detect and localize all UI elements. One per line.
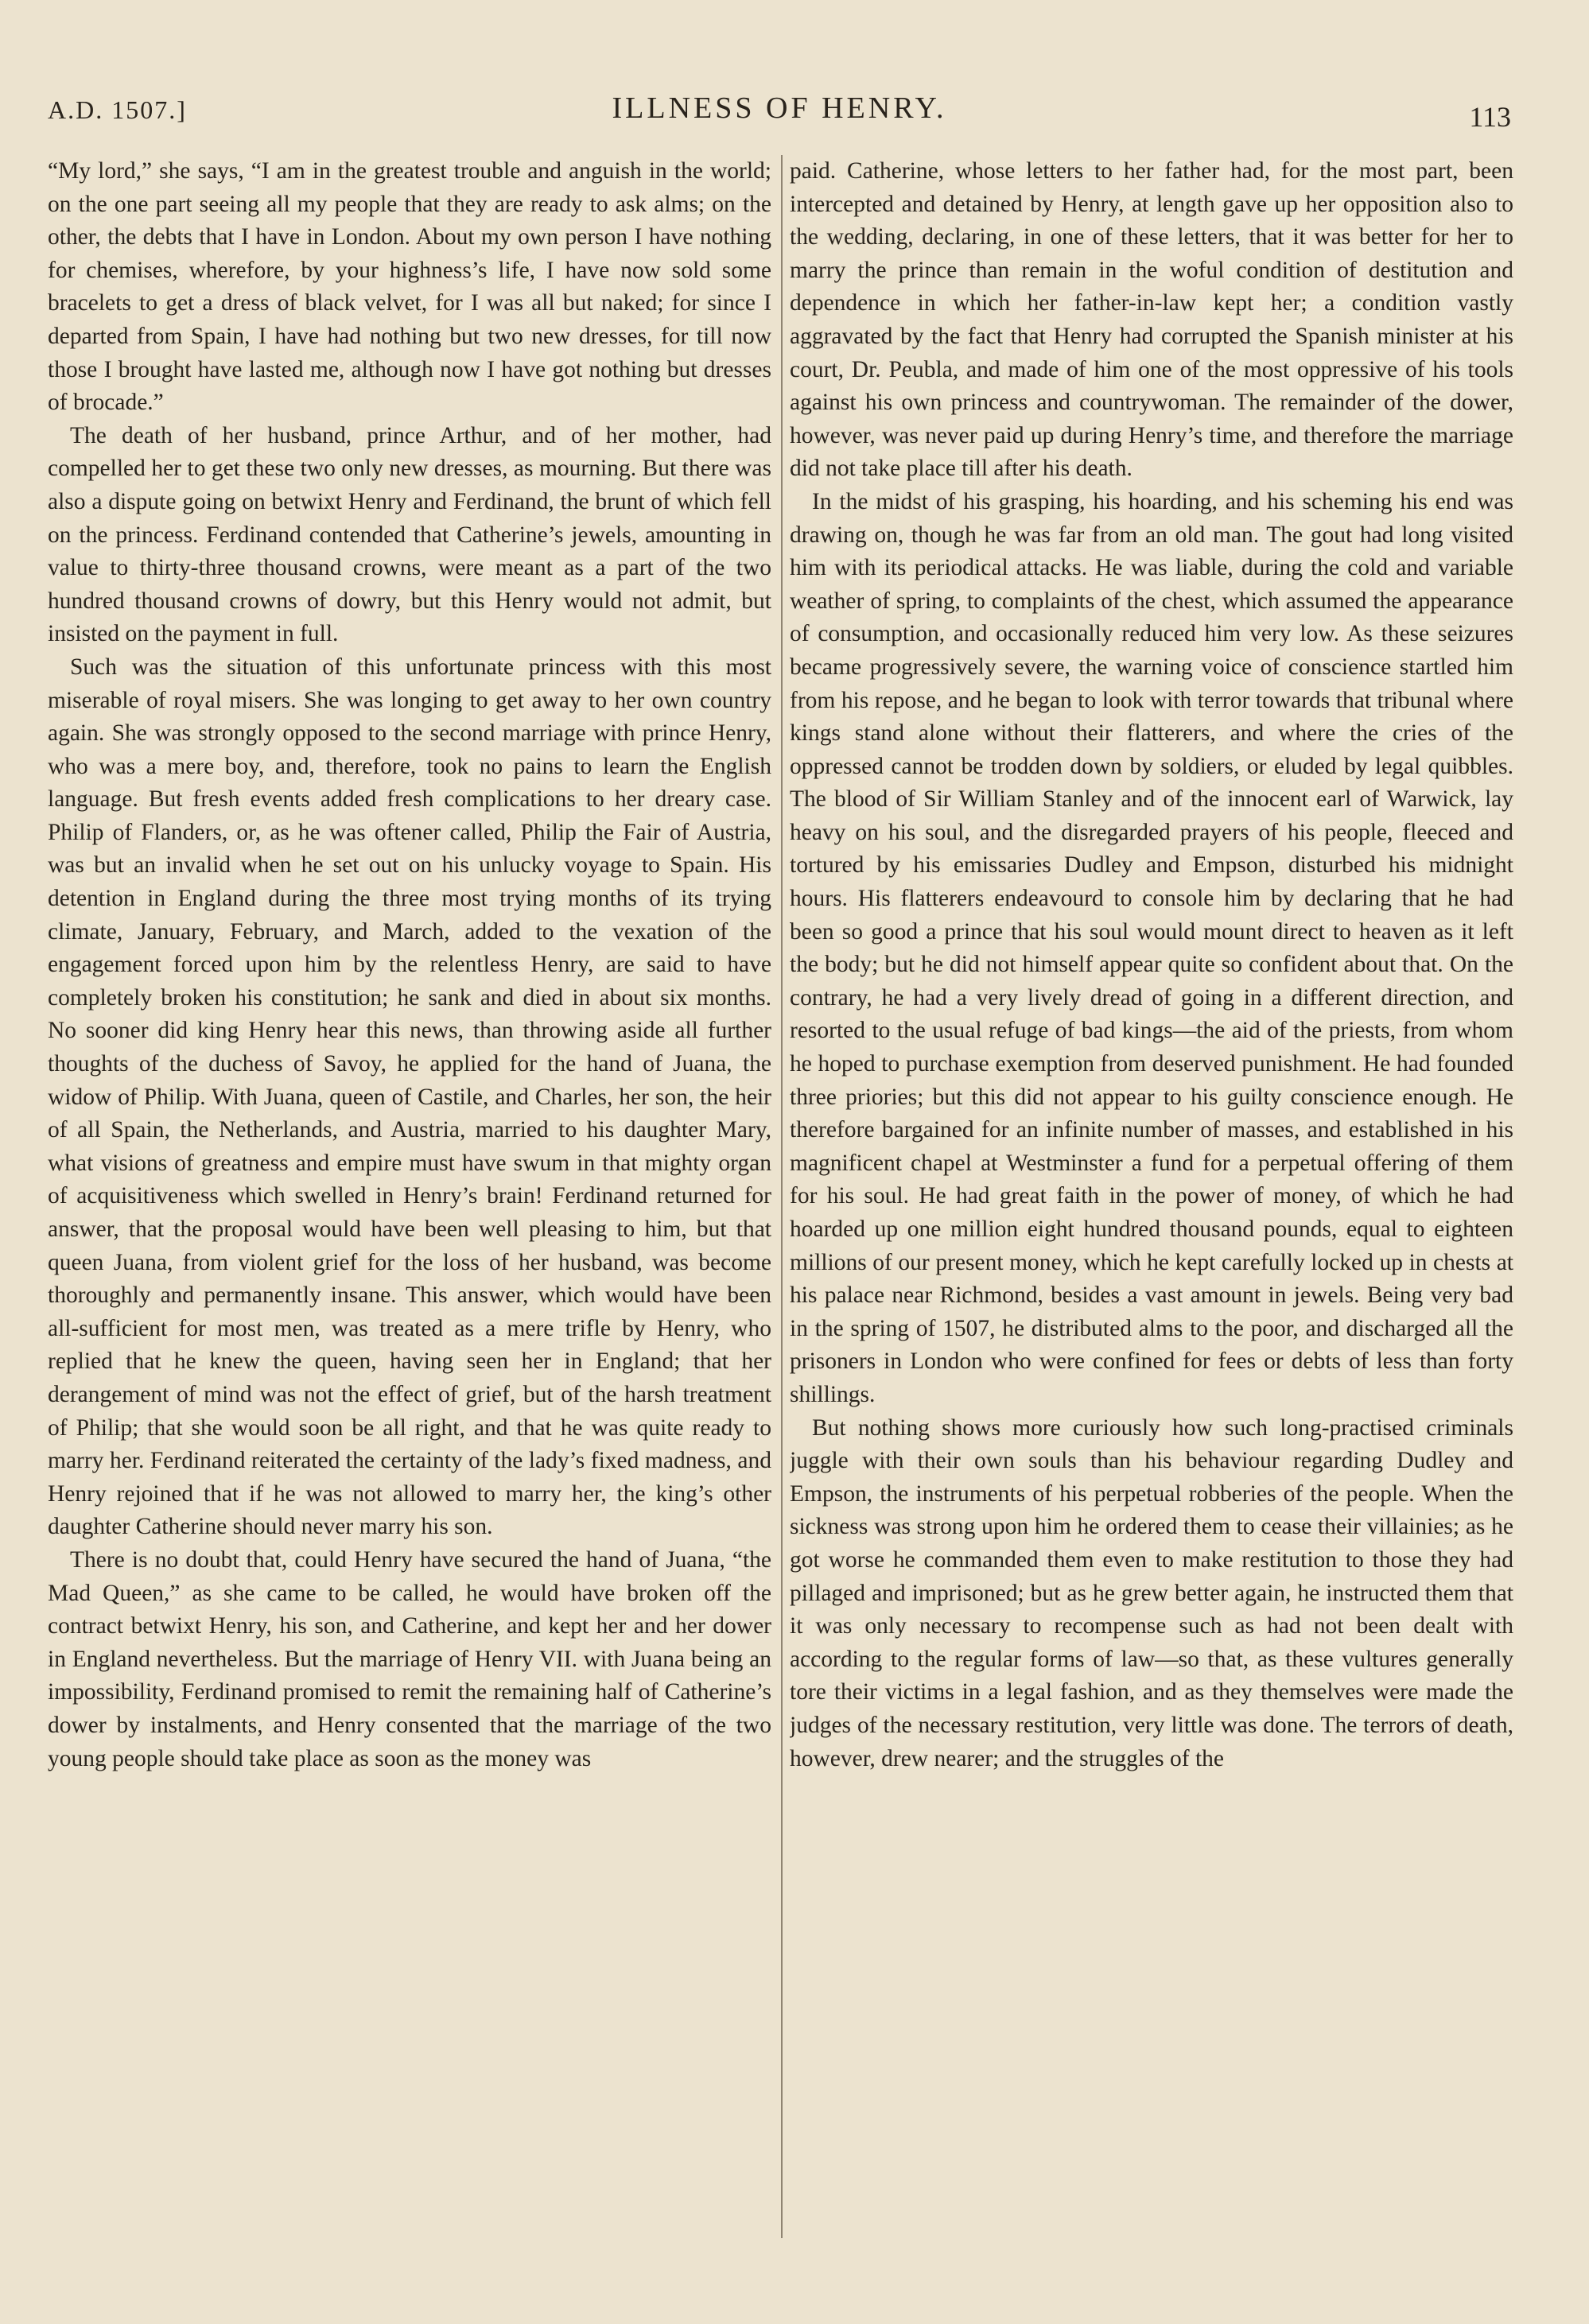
paragraph: But nothing shows more curiously how such long-practised criminals juggle with their own souls than his behaviour regarding Dudley and Empson, the instruments of his perpetual robberies of the people. When the sickness was strong upon him he ordered them to cease their villainies; as he got worse he commanded them even to make restitution to those they had pillaged and imprisoned; but as he grew better again, he instructed them that it was only necessary to recompense such as had not been dealt with according to the regular forms of law—so that, as these vultures generally tore their victims in a legal fashion, and as they themselves were made the judges of the necessary restitution, very little was done. The terrors of death, however, drew nearer; and the struggles of the bbox=[790, 1414, 1513, 1771]
column-divider bbox=[781, 155, 783, 2238]
right-column bbox=[790, 155, 1513, 2262]
paragraph: There is no doubt that, could Henry have secured the hand of Juana, “the Mad Queen,” as she came to be called, he would have broken off the contract betwixt Henry, his son, and Catherine, and kept her and her dower in England nevertheless. But the marriage of Henry VII. with Juana being an impossibility, Ferdinand promised to remit the remaining half of Catherine’s dower by instalments, and Henry consented that the marriage of the two young people should take place as soon as the money was bbox=[48, 1546, 771, 1771]
running-head bbox=[48, 86, 1511, 134]
running-head-date: A.D. 1507.] bbox=[48, 95, 187, 124]
paragraph: “My lord,” she says, “I am in the greatest trouble and anguish in the world; on the one part seeing all my people that they are ready to ask alms; on the other, the debts that I have in London. About my own person I have nothing for chemises, wherefore, by your highness’s life, I have now sold some bracelets to get a dress of black velvet, for I was all but naked; for since I departed from Spain, I have had nothing but two new dresses, for till now those I brought have lasted me, although now I have got nothing but dresses of brocade.” bbox=[48, 158, 771, 416]
paragraph: paid. Catherine, whose letters to her father had, for the most part, been intercepted and detained by Henry, at length gave up her opposition also to the wedding, declaring, in one of these letters, that it was better for her to marry the prince than remain in the woful condition of destitution and dependence in which her father-in-law kept her; a condition vastly aggravated by the fact that Henry had corrupted the Spanish minister at his court, Dr. Peubla, and made of him one of the most oppressive of his tools against his own princess and countrywoman. The remainder of the dower, however, was never paid up during Henry’s time, and therefore the marriage did not take place till after his death. bbox=[790, 158, 1513, 482]
page-number: 113 bbox=[1469, 101, 1511, 133]
paragraph: Such was the situation of this unfortunate princess with this most miserable of royal misers. She was longing to get away to her own country again. She was strongly opposed to the second marriage with prince Henry, who was a mere boy, and, therefore, took no pains to learn the English language. But fresh events added fresh complications to her dreary case. Philip of Flanders, or, as he was oftener called, Philip the Fair of Austria, was but an invalid when he set out on his unlucky voyage to Spain. His detention in England during the three most trying months of its trying climate, January, February, and March, added to the vexation of the engagement forced upon him by the relentless Henry, are said to have completely broken his constitution; he sank and died in about six months. No sooner did king Henry hear this news, than throwing aside all further thoughts of the duchess of Savoy, he applied for the hand of Juana, the widow of Philip. With Juana, queen of Castile, and Charles, her son, the heir of all Spain, the Netherlands, and Austria, married to his daughter Mary, what visions of greatness and empire must have swum in that mighty organ of acquisitiveness which swelled in Henry’s brain! Ferdinand returned for answer, that the proposal would have been well pleasing to him, but that queen Juana, from violent grief for the loss of her husband, was become thoroughly and permanently insane. This answer, which would have been all-sufficient for most men, was treated as a mere trifle by Henry, who replied that he knew the queen, having seen her in England; that her derangement of mind was not the effect of grief, but of the harsh treatment of Philip; that she would soon be all right, and that he was quite ready to marry her. Ferdinand reiterated the certainty of the lady’s fixed madness, and Henry rejoined that if he was not allowed to marry her, the king’s other daughter Catherine should never marry his son. bbox=[48, 654, 771, 1540]
running-head-title: ILLNESS OF HENRY. bbox=[612, 91, 947, 125]
paragraph: The death of her husband, prince Arthur, and of her mother, had compelled her to get these two only new dresses, as mourning. But there was also a dispute going on betwixt Henry and Ferdinand, the brunt of which fell on the princess. Ferdinand contended that Catherine’s jewels, amounting in value to thirty-three thousand crowns, were meant as a part of the two hundred thousand crowns of dowry, but this Henry would not admit, but insisted on the payment in full. bbox=[48, 422, 771, 647]
left-column bbox=[48, 155, 771, 2262]
paragraph: In the midst of his grasping, his hoarding, and his scheming his end was drawing on, though he was far from an old man. The gout had long visited him with its periodical attacks. He was liable, during the cold and variable weather of spring, to complaints of the chest, which assumed the appearance of consumption, and occasionally reduced him very low. As these seizures became progressively severe, the warning voice of conscience startled him from his repose, and he began to look with terror towards that tribunal where kings stand alone without their flatterers, and where the cries of the oppressed cannot be trodden down by soldiers, or eluded by legal quibbles. The blood of Sir William Stanley and of the innocent earl of Warwick, lay heavy on his soul, and the disregarded prayers of his people, fleeced and tortured by his emissaries Dudley and Empson, disturbed his midnight hours. His flatterers endeavourd to console him by declaring that he had been so good a prince that his soul would mount direct to heaven as it left the body; but he did not himself appear quite so confident about that. On the contrary, he had a very lively dread of going in a different direction, and resorted to the usual refuge of bad kings—the aid of the priests, from whom he hoped to purchase exemption from deserved punishment. He had founded three priories; but this did not appear to his guilty conscience enough. He therefore bargained for an infinite number of masses, and established in his magnificent chapel at Westminster a fund for a perpetual offering of them for his soul. He had great faith in the power of money, of which he had hoarded up one million eight hundred thousand pounds, equal to eighteen millions of our present money, which he kept carefully locked up in chests at his palace near Richmond, besides a vast amount in jewels. Being very bad in the spring of 1507, he distributed alms to the poor, and discharged all the prisoners in London who were confined for fees or debts of less than forty shillings. bbox=[790, 488, 1513, 1407]
